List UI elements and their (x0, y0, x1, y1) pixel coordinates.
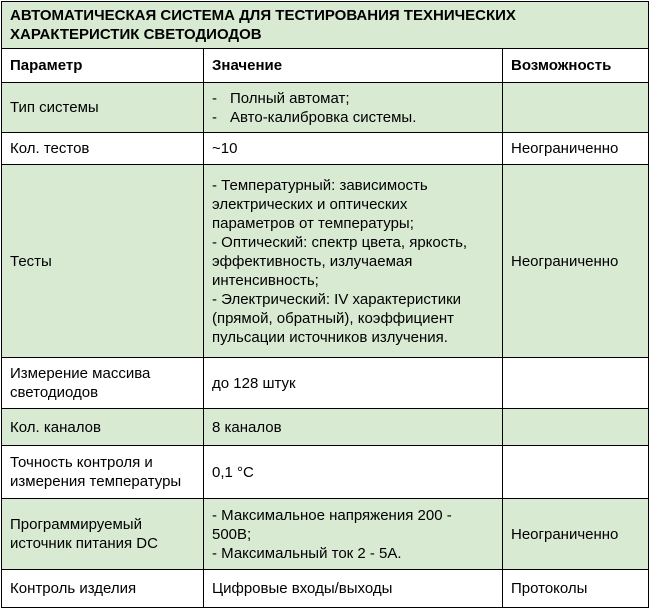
capability-cell: Протоколы (503, 570, 649, 608)
value-cell: до 128 штук (204, 358, 503, 409)
value-cell: ~10 (204, 133, 503, 165)
list-item: - Авто-калибровка системы. (212, 108, 417, 126)
value-cell: 8 каналов (204, 409, 503, 446)
param-cell: Кол. каналов (2, 409, 204, 446)
value-line: (прямой, обратный), коэффициент (212, 309, 454, 327)
list-item: - Полный автомат; (212, 89, 350, 107)
param-cell (2, 446, 204, 499)
value-line: электрических и оптических (212, 195, 408, 213)
capability-cell (503, 358, 649, 409)
table-row (2, 133, 649, 165)
param-line: источник питания DC (10, 535, 158, 552)
header-param: Параметр (2, 49, 204, 83)
table-row (2, 570, 649, 608)
value-line: интенсивность; (212, 271, 319, 289)
capability-cell: Неограниченно (503, 165, 649, 358)
param-cell (2, 358, 204, 409)
param-cell (2, 499, 204, 570)
param-cell: Кол. тестов (2, 133, 204, 165)
value-cell (204, 165, 503, 358)
table-row (2, 165, 649, 358)
capability-cell (503, 446, 649, 499)
value-line: 500В; (212, 525, 252, 543)
value-line: - Оптический: спектр цвета, яркость, (212, 233, 468, 251)
value-cell (204, 83, 503, 133)
capability-cell (503, 409, 649, 446)
value-line: - Электрический: IV характеристики (212, 290, 462, 308)
value-line: параметров от температуры; (212, 214, 414, 232)
table-row (2, 358, 649, 409)
param-cell: Тесты (2, 165, 204, 358)
spec-table (1, 1, 649, 608)
param-cell: Тип системы (2, 83, 204, 133)
capability-cell: Неограниченно (503, 133, 649, 165)
value-line: - Температурный: зависимость (212, 176, 428, 194)
param-line: Программируемый (10, 516, 142, 533)
table-row (2, 83, 649, 133)
capability-cell: Неограниченно (503, 499, 649, 570)
value-cell: 0,1 °С (204, 446, 503, 499)
value-line: пульсации источников излучения. (212, 328, 448, 346)
table-row (2, 499, 649, 570)
value-line: - Максимальное напряжения 200 - (212, 506, 452, 524)
title-row (2, 2, 649, 49)
param-line: измерения температуры (10, 473, 182, 490)
table-row (2, 409, 649, 446)
header-value: Значение (204, 49, 503, 83)
capability-cell (503, 83, 649, 133)
value-line: эффективность, излучаемая (212, 252, 413, 270)
param-line: Точность контроля и (10, 454, 153, 471)
value-cell: Цифровые входы/выходы (204, 570, 503, 608)
value-cell (204, 499, 503, 570)
value-line: - Максимальный ток 2 - 5А. (212, 544, 402, 562)
param-line: Измерение массива (10, 365, 151, 382)
header-capability: Возможность (503, 49, 649, 83)
table-row (2, 446, 649, 499)
param-line: светодиодов (10, 384, 99, 401)
param-cell: Контроль изделия (2, 570, 204, 608)
table-title: АВТОМАТИЧЕСКАЯ СИСТЕМА ДЛЯ ТЕСТИРОВАНИЯ ТЕХНИЧЕСКИХ ХАРАКТЕРИСТИК СВЕТОДИОДОВ (2, 2, 649, 49)
header-row (2, 49, 649, 83)
